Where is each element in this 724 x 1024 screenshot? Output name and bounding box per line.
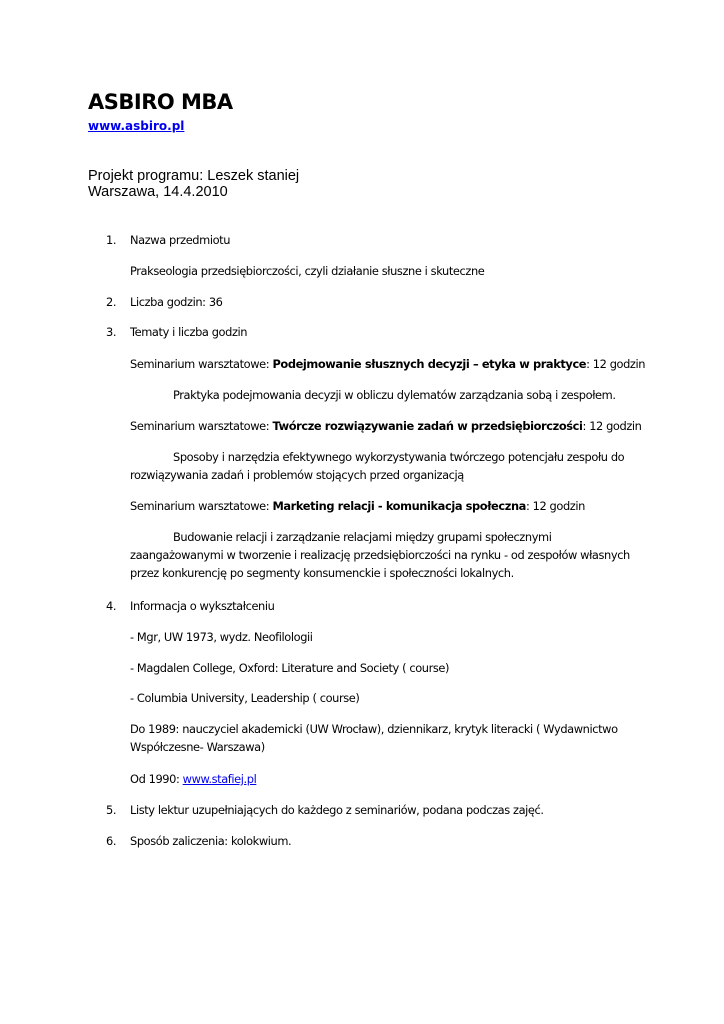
education-item-2: - Magdalen College, Oxford: Literature and Society ( course) [130, 661, 450, 675]
section-label-2: Liczba godzin: 36 [130, 295, 223, 309]
seminar-3-heading [130, 497, 650, 515]
project-author: Projekt programu: Leszek staniej [88, 168, 300, 184]
section-label-4: Informacja o wykształceniu [130, 599, 275, 613]
section-number-5: 5. [106, 803, 117, 817]
section-number-2: 2. [106, 295, 117, 309]
stafiej-link[interactable]: www.stafiej.pl [182, 772, 257, 786]
section-number-4: 4. [106, 599, 117, 613]
seminar-1-hours: : 12 godzin [586, 357, 646, 371]
website-link[interactable]: www.asbiro.pl [88, 119, 185, 133]
section-number-1: 1. [106, 233, 117, 247]
career-since-1990 [130, 770, 650, 788]
seminar-3-title: Marketing relacji - komunikacja społeczna [272, 499, 526, 513]
seminar-2-heading [130, 417, 650, 435]
education-item-3: - Columbia University, Leadership ( course) [130, 691, 360, 705]
project-place-date: Warszawa, 14.4.2010 [88, 184, 228, 200]
since-prefix: Od 1990: [130, 772, 183, 786]
section-label-6: Sposób zaliczenia: kolokwium. [130, 834, 292, 848]
document-title: ASBIRO MBA [88, 90, 233, 114]
seminar-3-prefix: Seminarium warsztatowe: [130, 499, 273, 513]
seminar-3-hours: : 12 godzin [525, 499, 585, 513]
seminar-2-title: Twórcze rozwiązywanie zadań w przedsiębiorczości [272, 419, 583, 433]
seminar-1-title: Podejmowanie słusznych decyzji – etyka w praktyce [272, 357, 587, 371]
section-label-3: Tematy i liczba godzin [130, 325, 248, 339]
section-number-6: 6. [106, 834, 117, 848]
seminar-1-heading [130, 355, 650, 373]
seminar-2-description: Sposoby i narzędzia efektywnego wykorzystywania twórczego potencjału zespołu do rozwiązywania zadań i problemów stojących przed organizacją [130, 450, 625, 482]
seminar-2-hours: : 12 godzin [582, 419, 642, 433]
education-item-1: - Mgr, UW 1973, wydz. Neofilologii [130, 630, 313, 644]
section-number-3: 3. [106, 325, 117, 339]
course-name: Prakseologia przedsiębiorczości, czyli działanie słuszne i skuteczne [130, 264, 485, 278]
seminar-2-prefix: Seminarium warsztatowe: [130, 419, 273, 433]
seminar-1-prefix: Seminarium warsztatowe: [130, 357, 273, 371]
project-meta [88, 168, 299, 200]
section-label-5: Listy lektur uzupełniających do każdego z seminariów, podana podczas zajęć. [130, 803, 544, 817]
seminar-1-description: Praktyka podejmowania decyzji w obliczu dylematów zarządzania sobą i zespołem. [173, 388, 616, 402]
section-label-1: Nazwa przedmiotu [130, 233, 231, 247]
seminar-3-description: Budowanie relacji i zarządzanie relacjami między grupami społecznymi zaangażowanymi w tworzenie i realizację przedsiębiorczości na rynku - od zespołów własnych przez konkurencję po segmenty konsumenckie i społeczności lokalnych. [130, 530, 630, 580]
career-until-1989: Do 1989: nauczyciel akademicki (UW Wrocław), dziennikarz, krytyk literacki ( Wydawnictwo Współczesne- Warszawa) [130, 722, 618, 754]
